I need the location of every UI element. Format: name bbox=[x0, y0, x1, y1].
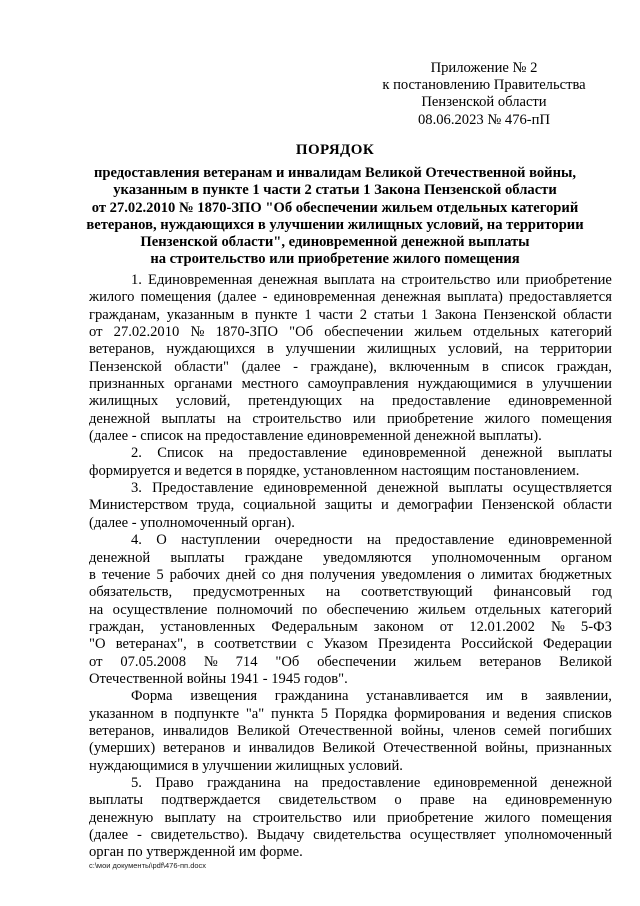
paragraph-line: от 27.02.2010 № 1870-ЗПО "Об обеспечении жильем отдельных категорий bbox=[89, 324, 612, 341]
paragraph-line: Отечественной войны 1941 - 1945 годов". bbox=[89, 670, 348, 687]
paragraph-line: 2. Список на предоставление единовременной денежной выплаты bbox=[131, 445, 612, 462]
title-line: на строительство или приобретение жилого помещения bbox=[150, 251, 520, 268]
paragraph-line: орган по утвержденной им форме. bbox=[89, 844, 303, 861]
paragraph-line: жилого помещения (далее - единовременная денежная выплата) предоставляется bbox=[89, 289, 612, 306]
paragraph-line: обязательств, предусмотренных на соответствующий финансовый год bbox=[89, 584, 612, 601]
paragraph-line: (умерших) ветеранов и инвалидов Великой Отечественной войны, признанных bbox=[89, 740, 612, 757]
appendix-number: Приложение № 2 bbox=[430, 60, 538, 76]
paragraph-line: 1. Единовременная денежная выплата на строительство или приобретение bbox=[131, 272, 612, 288]
paragraph bbox=[89, 272, 612, 445]
paragraph-line: нуждающимися в улучшении жилищных условий. bbox=[89, 757, 403, 774]
appendix-header bbox=[360, 60, 608, 129]
paragraph-line: (далее - уполномоченный орган). bbox=[89, 514, 295, 531]
paragraph-line: указанном в подпункте "а" пункта 5 Порядка формирования и ведения списков bbox=[89, 705, 612, 722]
paragraph-line: на осуществление полномочий по обеспечению жильем отдельных категорий bbox=[89, 601, 612, 618]
paragraph-line: (далее - свидетельство). Выдачу свидетельства осуществляет уполномоченный bbox=[89, 827, 612, 843]
paragraph-line: Пензенской области" (далее - граждане), включенным в список граждан, bbox=[89, 358, 612, 375]
paragraph bbox=[89, 688, 612, 775]
file-path-footer: c:\мои документы\pdf\476-пп.docx bbox=[89, 861, 207, 870]
paragraph-line: Министерством труда, социальной защиты и демографии Пензенской области bbox=[89, 497, 612, 514]
paragraph bbox=[89, 775, 612, 862]
appendix-reference: к постановлению Правительства bbox=[382, 77, 586, 94]
title-main: ПОРЯДОК bbox=[295, 142, 375, 158]
paragraph-line: формируется и ведется в порядке, установленном настоящим постановлением. bbox=[89, 462, 580, 479]
paragraph-line: ветеранов, нуждающихся в улучшении жилищных условий, на территории bbox=[89, 341, 612, 358]
paragraph-line: денежной выплаты на строительство или приобретение жилого помещения bbox=[89, 410, 612, 427]
appendix-region: Пензенской области bbox=[421, 94, 547, 111]
paragraph bbox=[89, 532, 612, 688]
title-line: предоставления ветеранам и инвалидам Великой Отечественной войны, bbox=[93, 165, 577, 182]
title-line: от 27.02.2010 № 1870-ЗПО "Об обеспечении жильем отдельных категорий bbox=[91, 199, 579, 216]
paragraph-line: жилищных условий, претендующих на предоставление единовременной bbox=[89, 393, 612, 410]
paragraph-line: ветеранов, инвалидов Великой Отечественной войны, членов семей погибших bbox=[89, 722, 612, 739]
title-line: указанным в пункте 1 части 2 статьи 1 Закона Пензенской области bbox=[113, 182, 557, 199]
paragraph-line: 4. О наступлении очередности на предоставление единовременной bbox=[131, 532, 612, 549]
paragraph-line: "О ветеранах", в соответствии с Указом Президента Российской Федерации bbox=[89, 636, 612, 653]
paragraph-line: Форма извещения гражданина устанавливается им в заявлении, bbox=[131, 688, 612, 705]
title-line: Пензенской области", единовременной денежной выплаты bbox=[140, 234, 530, 251]
title-line: ветеранов, нуждающихся в улучшении жилищных условий, на территории bbox=[86, 216, 584, 233]
paragraph-line: 5. Право гражданина на предоставление единовременной денежной bbox=[131, 774, 612, 791]
document-body bbox=[89, 272, 612, 862]
paragraph bbox=[89, 445, 612, 480]
paragraph-line: признанных органами местного самоуправления нуждающимися в улучшении bbox=[89, 376, 612, 393]
paragraph-line: от 07.05.2008 № 714 "Об обеспечении жильем ветеранов Великой bbox=[89, 653, 612, 670]
paragraph-line: денежной выплаты граждане уведомляются уполномоченным органом bbox=[89, 549, 612, 566]
appendix-date-number: 08.06.2023 № 476-пП bbox=[418, 111, 550, 128]
paragraph bbox=[89, 480, 612, 532]
paragraph-line: граждан, установленных Федеральным законом от 12.01.2002 № 5-ФЗ bbox=[89, 618, 612, 635]
document-title bbox=[60, 142, 610, 268]
paragraph-line: гражданам, указанным в пункте 1 части 2 статьи 1 Закона Пензенской области bbox=[89, 306, 612, 323]
paragraph-line: в течение 5 рабочих дней со дня получения уведомления о лимитах бюджетных bbox=[89, 566, 612, 583]
paragraph-line: выплаты подтверждается свидетельством о праве на единовременную bbox=[89, 792, 612, 809]
paragraph-line: денежную выплату на строительство или приобретение жилого помещения bbox=[89, 809, 612, 826]
paragraph-line: (далее - список на предоставление единовременной денежной выплаты). bbox=[89, 428, 542, 445]
paragraph-line: 3. Предоставление единовременной денежной выплаты осуществляется bbox=[131, 480, 612, 497]
